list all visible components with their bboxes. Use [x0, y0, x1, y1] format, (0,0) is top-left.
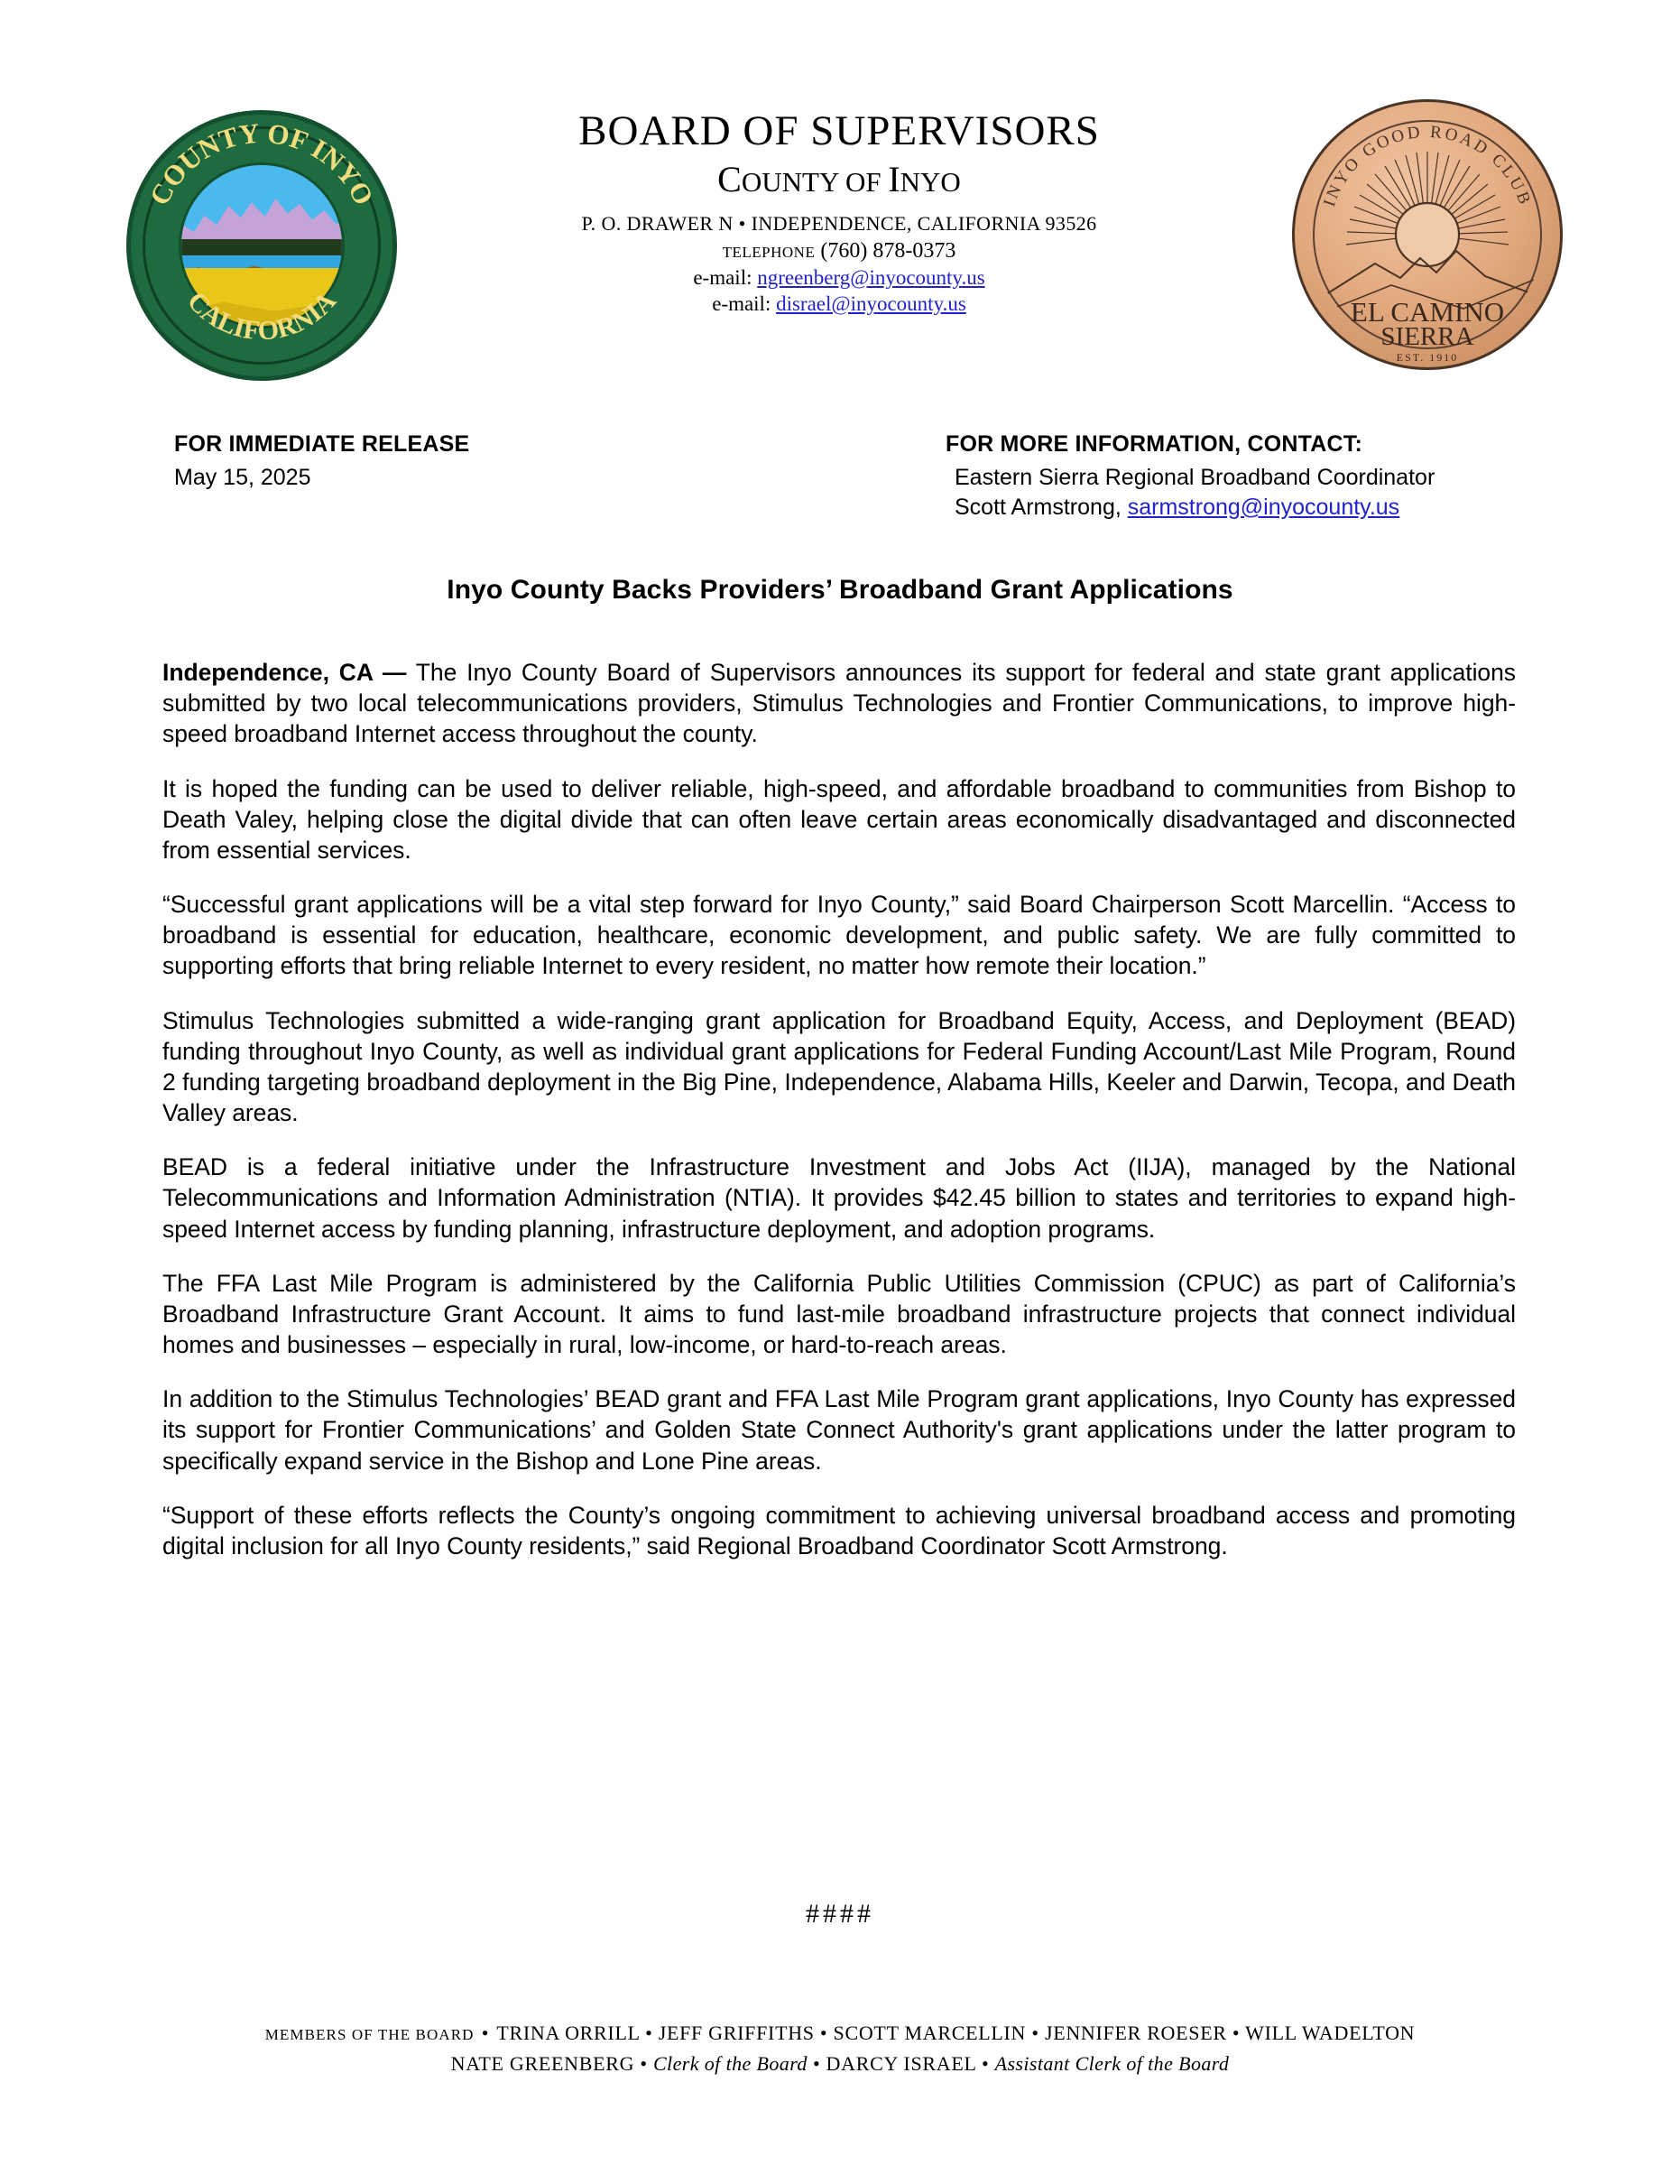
coin-main-line2: SIERRA	[1380, 322, 1474, 351]
board-members-footer	[0, 2018, 1680, 2079]
contact-heading: FOR MORE INFORMATION, CONTACT:	[946, 431, 1362, 457]
clerk-name: NATE GREENBERG •	[450, 2052, 648, 2076]
contact-line	[946, 495, 1435, 521]
mailing-address: P. O. DRAWER N • INDEPENDENCE, CALIFORNIA 93526	[581, 211, 1097, 235]
email-link-ngreenberg[interactable]: ngreenberg@inyocounty.us	[757, 265, 985, 289]
end-of-release-mark: ####	[806, 1899, 874, 1929]
release-left-block	[174, 431, 469, 491]
county-i: I	[888, 158, 900, 199]
members-of-the-board-label: MEMBERS OF THE BOARD	[264, 2026, 475, 2043]
assistant-clerk-name: • DARCY ISRAEL •	[812, 2052, 990, 2076]
telephone-label: TELEPHONE	[722, 243, 816, 261]
contact-name: Scott Armstrong,	[955, 495, 1122, 520]
paragraph-3-quote-marcellin: “Successful grant applications will be a vital step forward for Inyo County,” said Board Chairperson Scott Marcellin. “Access to broadband is essential for education, healthcare, economic development, and public safety. We are fully committed to supporting efforts that bring reliable Internet to every resident, no matter how remote their location.”	[162, 891, 1516, 980]
org-title-county	[424, 158, 1254, 201]
email-label-2: e-mail:	[712, 292, 771, 315]
seal-bottom-text: CALIFORNIA	[180, 285, 343, 347]
paragraph-6-ffa: The FFA Last Mile Program is administered by the California Public Utilities Commission (CPUC) as part of California’s Broadband Infrastructure Grant Account. It aims to fund last-mile broadband infrastructure projects that connect individual homes and businesses – especially in rural, low-income, or hard-to-reach areas.	[162, 1269, 1516, 1359]
release-right-block	[946, 431, 1435, 521]
clerk-title: Clerk of the Board	[652, 2052, 808, 2076]
email-line-2	[424, 292, 1254, 316]
email-label-1: e-mail:	[693, 265, 752, 289]
dateline: Independence, CA —	[162, 659, 407, 686]
paragraph-1-text: The Inyo County Board of Supervisors announces its support for federal and state grant applications submitted by two local telecommunications providers, Stimulus Technologies and Frontier Communications, to improve high-speed broadband Internet access throughout the county.	[162, 659, 1517, 748]
seal-text-layer	[126, 110, 397, 381]
release-info-row	[0, 431, 1680, 531]
sun-disc-icon	[1396, 203, 1459, 266]
press-release-headline: Inyo County Backs Providers’ Broadband Grant Applications	[447, 575, 1233, 605]
coin-art-layer	[1292, 99, 1563, 370]
for-immediate-release-heading: FOR IMMEDIATE RELEASE	[174, 431, 470, 457]
paragraph-5-bead: BEAD is a federal initiative under the Infrastructure Investment and Jobs Act (IIJA), managed by the National Telecommunications and Information Administration (NTIA). It provides $42.45 billion to states and territories to expand high-speed Internet access by funding planning, infrastructure deployment, and adoption programs.	[162, 1153, 1516, 1243]
paragraph-7-frontier: In addition to the Stimulus Technologies’ BEAD grant and FFA Last Mile Program grant applications, Inyo County has expressed its support for Frontier Communications’ and Golden State Connect Authority's grant applications under the latter program to specifically expand service in the Bishop and Lone Pine areas.	[162, 1385, 1516, 1475]
contact-role: Eastern Sierra Regional Broadband Coordinator	[955, 465, 1435, 490]
board-member-names: TRINA ORRILL • JEFF GRIFFITHS • SCOTT MARCELLIN • JENNIFER ROESER • WILL WADELTON	[496, 2022, 1416, 2044]
press-release-body	[162, 657, 1516, 1585]
contact-email-link[interactable]: sarmstrong@inyocounty.us	[1127, 495, 1400, 520]
telephone-line	[424, 239, 1254, 264]
seal-top-text: COUNTY OF INYO	[143, 116, 381, 210]
org-title-board: BOARD OF SUPERVISORS	[578, 107, 1100, 154]
email-link-disrael[interactable]: disrael@inyocounty.us	[776, 292, 966, 315]
release-date: May 15, 2025	[174, 465, 311, 490]
county-of-inyo-seal-icon	[126, 110, 397, 381]
assistant-clerk-title: Assistant Clerk of the Board	[994, 2052, 1230, 2076]
letterhead	[0, 56, 1680, 364]
footer-members-line	[0, 2018, 1680, 2049]
paragraph-2: It is hoped the funding can be used to deliver reliable, high-speed, and affordable broadband to communities from Bishop to Death Valey, helping close the digital divide that can often leave certain areas economically disadvantaged and disconnected from essential services.	[162, 774, 1516, 864]
email-line-1	[424, 266, 1254, 290]
footer-bullet-1: •	[475, 2022, 495, 2044]
paragraph-1	[162, 657, 1516, 750]
coin-main-line1: EL CAMINO	[1350, 296, 1505, 328]
masthead-text	[424, 108, 1254, 316]
county-c: C	[717, 158, 742, 199]
el-camino-sierra-seal-icon	[1292, 99, 1563, 370]
coin-est-text: EST. 1910	[1396, 351, 1459, 364]
paragraph-4-stimulus: Stimulus Technologies submitted a wide-ranging grant application for Broadband Equity, Access, and Deployment (BEAD) funding throughout Inyo County, as well as individual grant applications for Federal Funding Account/Last Mile Program, Round 2 funding targeting broadband deployment in the Big Pine, Independence, Alabama Hills, Keeler and Darwin, Tecopa, and Death Valley areas.	[162, 1006, 1516, 1127]
paragraph-8-quote-armstrong: “Support of these efforts reflects the County’s ongoing commitment to achieving universal broadband access and promoting digital inclusion for all Inyo County residents,” said Regional Broadband Coordinator Scott Armstrong.	[162, 1501, 1516, 1559]
county-ounty-of: OUNTY OF	[741, 165, 889, 198]
county-nyo: NYO	[900, 165, 961, 198]
telephone-number: (760) 878-0373	[820, 238, 956, 263]
footer-clerk-line	[0, 2049, 1680, 2079]
coin-arc-text: INYO GOOD ROAD CLUB	[1319, 122, 1536, 209]
